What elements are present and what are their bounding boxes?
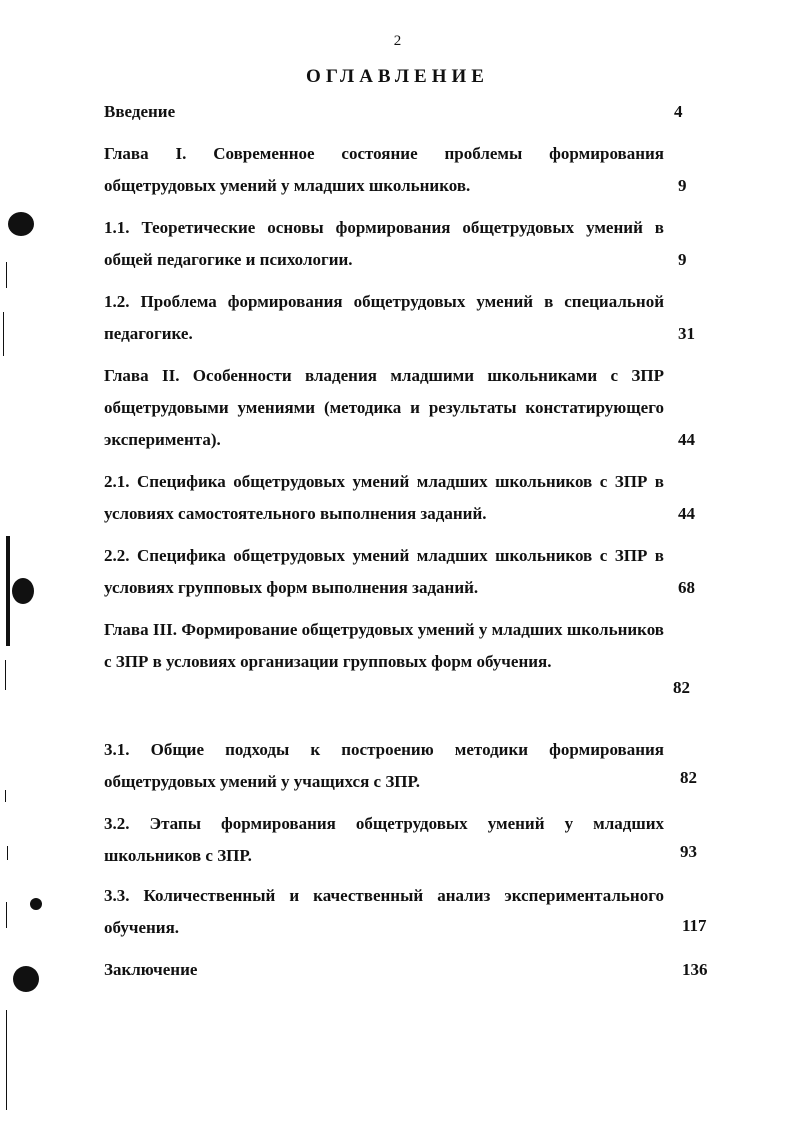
- scan-line: [5, 660, 6, 690]
- page-number: 2: [393, 33, 402, 49]
- toc-entry-page: 4: [674, 102, 683, 121]
- toc-entry-section-2-1: [104, 466, 704, 530]
- toc-entry-text: 1.2. Проблема формирования общетрудовых умений в специальной педагогике.: [104, 292, 664, 343]
- toc-entry-text: 2.1. Специфика общетрудовых умений младших школьников с ЗПР в условиях самостоятельного выполнения заданий.: [104, 472, 664, 523]
- toc-entry-section-1-1: [104, 212, 704, 276]
- scan-line: [6, 902, 7, 928]
- toc-entry-page: 82: [673, 678, 690, 697]
- toc-entry-chapter-1: [104, 138, 704, 202]
- toc-entry-text: Заключение: [104, 960, 198, 979]
- page-title: ОГЛАВЛЕНИЕ: [306, 66, 489, 87]
- scan-line: [3, 312, 4, 356]
- scan-blot: [8, 212, 34, 236]
- toc-entry-section-1-2: [104, 286, 704, 350]
- toc-entry-section-3-3: [104, 880, 707, 944]
- scan-line: [6, 536, 10, 646]
- scan-line: [6, 1010, 7, 1110]
- toc-entry-text: Глава III. Формирование общетрудовых умений у младших школьников с ЗПР в условиях организации групповых форм обучения.: [104, 620, 664, 671]
- toc-entry-text: 2.2. Специфика общетрудовых умений младших школьников с ЗПР в условиях групповых форм выполнения заданий.: [104, 546, 664, 597]
- toc-entry-text: Глава II. Особенности владения младшими школьниками с ЗПР общетрудовыми умениями (методика и результаты констатирующего эксперимента).: [104, 366, 664, 449]
- toc-entry-introduction: [104, 96, 704, 128]
- toc-entry-page: 44: [678, 504, 695, 523]
- scan-blot: [12, 578, 34, 604]
- toc-entry-text: 3.3. Количественный и качественный анализ экспериментального обучения.: [104, 886, 664, 937]
- toc-entry-section-3-1: [104, 734, 704, 798]
- toc-entry-section-3-2: [104, 808, 704, 872]
- scan-line: [5, 790, 6, 802]
- toc-entry-page: 136: [682, 960, 708, 979]
- toc-entry-page: 9: [678, 176, 687, 195]
- toc-entry-page: 44: [678, 430, 695, 449]
- toc-entry-page: 31: [678, 324, 695, 343]
- toc-entry-text: Глава I. Современное состояние проблемы формирования общетрудовых умений у младших школьников.: [104, 144, 664, 195]
- toc-entry-conclusion: [104, 954, 708, 986]
- toc-entry-text: 3.2. Этапы формирования общетрудовых умений у младших школьников с ЗПР.: [104, 814, 664, 865]
- scan-line: [7, 846, 8, 860]
- scan-blot: [30, 898, 42, 910]
- toc-entry-text: 3.1. Общие подходы к построению методики формирования общетрудовых умений у учащихся с ЗПР.: [104, 740, 664, 791]
- toc-entry-section-2-2: [104, 540, 704, 604]
- toc-entry-page: 82: [680, 768, 697, 787]
- toc-entry-page: 68: [678, 578, 695, 597]
- toc-entry-chapter-2: [104, 360, 704, 456]
- toc-entry-chapter-3: [104, 614, 704, 710]
- toc-entry-page: 93: [680, 842, 697, 861]
- toc-entry-text: Введение: [104, 102, 176, 121]
- scan-line: [6, 262, 7, 288]
- scan-blot: [13, 966, 39, 992]
- toc-entry-page: 9: [678, 250, 687, 269]
- toc-entry-page: 117: [682, 916, 707, 935]
- toc-entry-text: 1.1. Теоретические основы формирования общетрудовых умений в общей педагогике и психологии.: [104, 218, 664, 269]
